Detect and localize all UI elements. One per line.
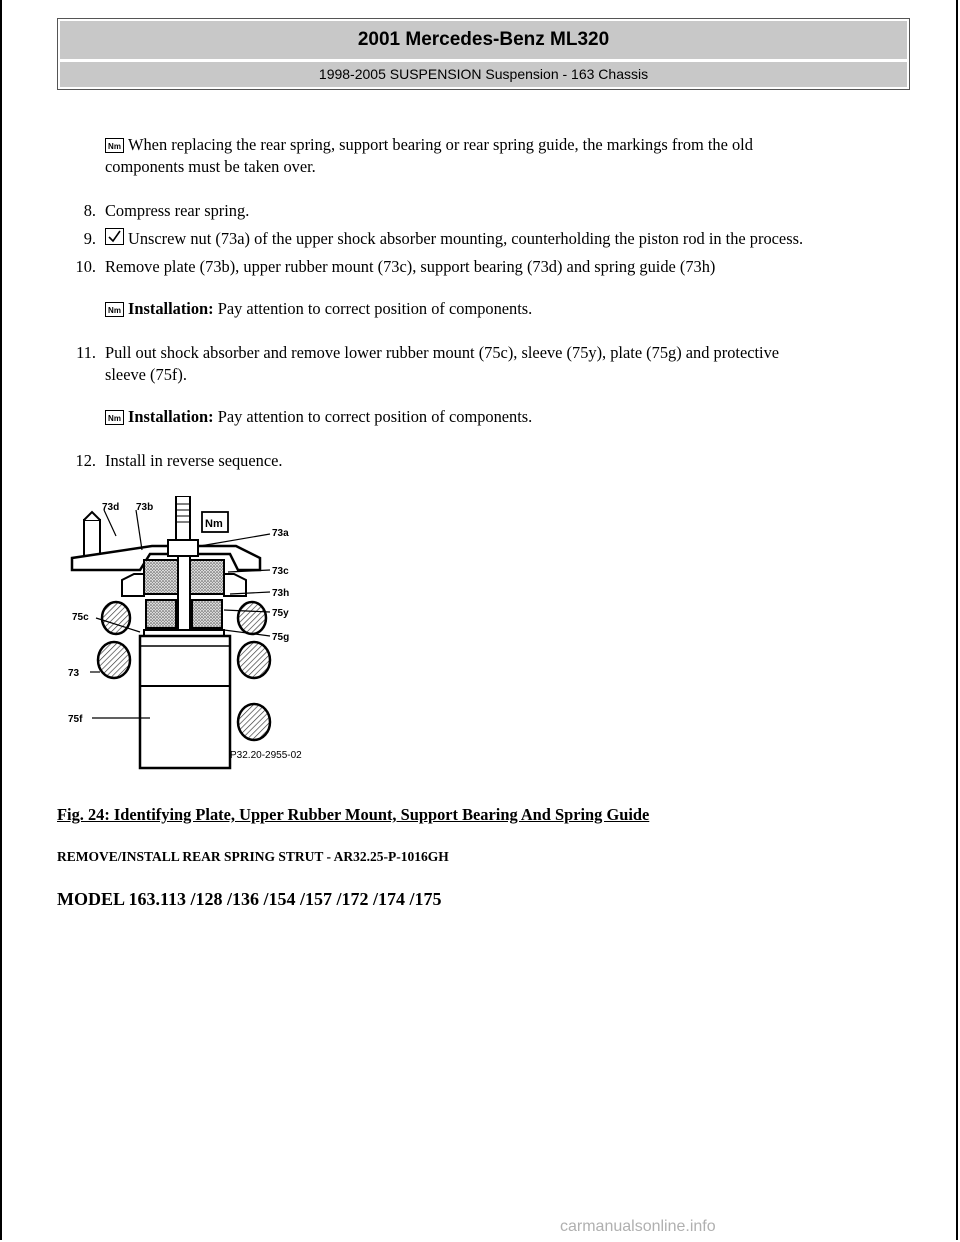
header-subtitle: 1998-2005 SUSPENSION Suspension - 163 Chassis (60, 62, 907, 87)
label-73a: 73a (272, 528, 289, 539)
step-12-text: Install in reverse sequence. (105, 451, 283, 470)
figure-caption[interactable]: Fig. 24: Identifying Plate, Upper Rubber Mount, Support Bearing And Spring Guide (57, 805, 650, 824)
label-73c: 73c (272, 566, 289, 577)
label-73d: 73d (102, 502, 120, 513)
step-8-number: 8. (83, 201, 96, 220)
step-12-number: 12. (75, 451, 96, 470)
step-10-text: Remove plate (73b), upper rubber mount (73c), support bearing (73d) and spring guide (73h) (105, 257, 716, 276)
check-mark-icon (105, 228, 124, 245)
label-73: 73 (68, 668, 80, 679)
label-75g: 75g (272, 632, 290, 643)
step-10-number: 10. (75, 257, 96, 276)
step-10-note: Nm Installation: Pay attention to correct position of components. (105, 298, 532, 319)
model-title: MODEL 163.113 /128 /136 /154 /157 /172 /174 /175 (57, 889, 442, 909)
step-11-text-cont: sleeve (75f). (105, 365, 187, 384)
step-11-number: 11. (76, 343, 96, 362)
torque-nm-icon: Nm (105, 302, 124, 317)
installation-label: Installation: (128, 299, 214, 318)
label-73h: 73h (272, 588, 290, 599)
intro-note-line2: components must be taken over. (105, 157, 316, 176)
label-75f: 75f (68, 714, 83, 725)
step-11-text: Pull out shock absorber and remove lower rubber mount (75c), sleeve (75y), plate (75g) and protective (105, 343, 780, 362)
watermark: carmanualsonline.info (560, 1218, 716, 1235)
installation-label: Installation: (128, 407, 214, 426)
section-title: REMOVE/INSTALL REAR SPRING STRUT - AR32.25-P-1016GH (57, 849, 449, 864)
torque-nm-icon: Nm (105, 410, 124, 425)
step-11-note: Nm Installation: Pay attention to correct position of components. (105, 406, 532, 427)
torque-nm-icon: Nm (105, 138, 124, 153)
label-75y: 75y (272, 608, 289, 619)
label-73b: 73b (136, 502, 154, 513)
step-9-text: Unscrew nut (73a) of the upper shock absorber mounting, counterholding the piston rod in the process. (128, 229, 804, 248)
label-nm: Nm (205, 518, 223, 530)
step-9-number: 9. (83, 229, 96, 248)
header-title: 2001 Mercedes-Benz ML320 (60, 21, 907, 59)
step-9-line (105, 228, 803, 249)
intro-note-line1: Nm When replacing the rear spring, support bearing or rear spring guide, the markings from the old (105, 134, 753, 155)
step-8-text: Compress rear spring. (105, 201, 250, 220)
figure-code: P32.20-2955-02 (230, 750, 302, 761)
page-header (57, 18, 910, 90)
label-75c: 75c (72, 612, 89, 623)
spring-strut-diagram (60, 496, 340, 771)
